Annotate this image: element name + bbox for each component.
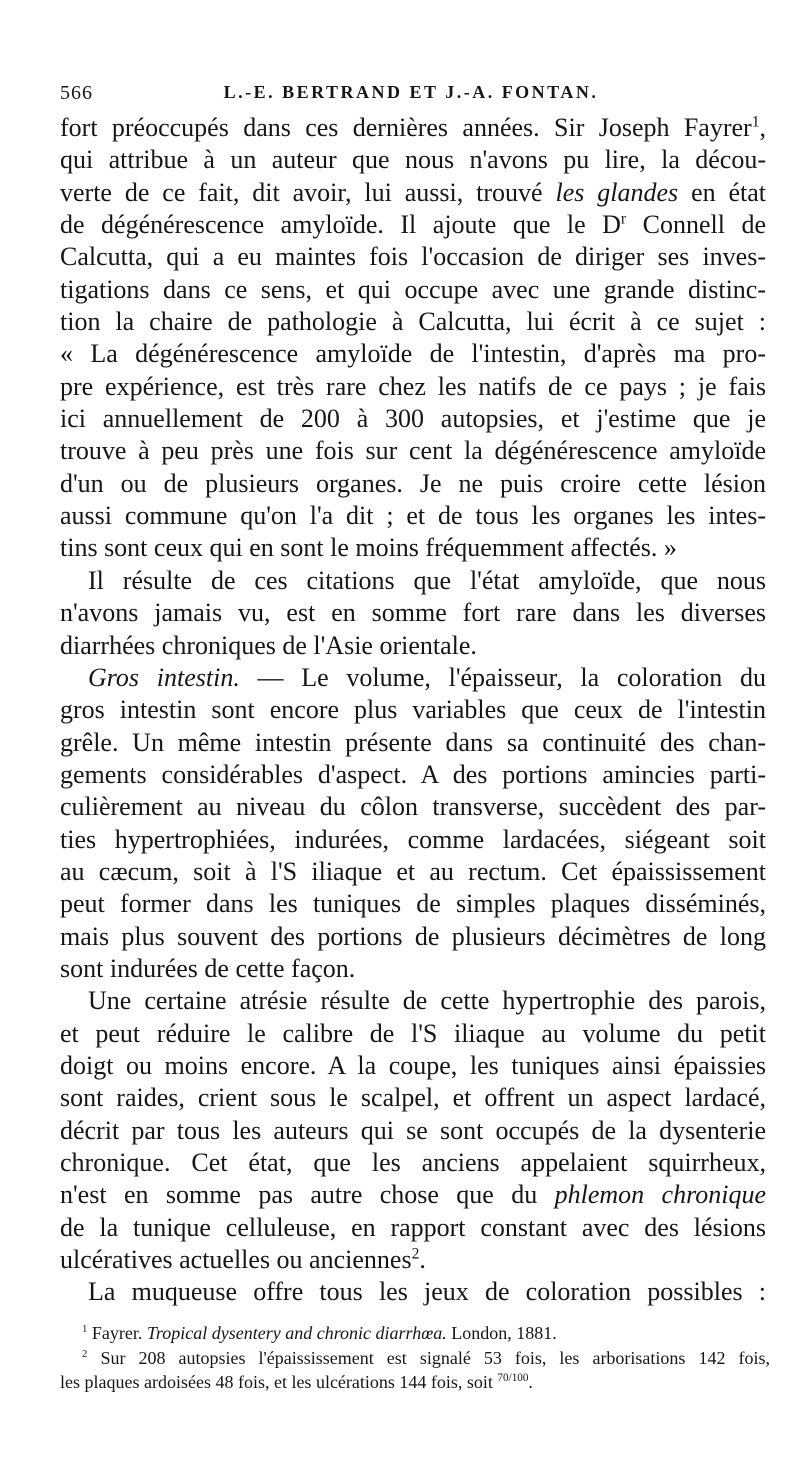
text-line: ties hypertrophiées, indurées, comme lardacées, siégeant soit (60, 824, 766, 854)
text-line: diarrhées chroniques de l'Asie orientale. (60, 630, 477, 660)
text-line: sont raides, crient sous le scalpel, et offrent un aspect lardacé, (60, 1083, 766, 1113)
footnote-2-continued (60, 1370, 770, 1395)
section-heading: Gros intestin. (88, 662, 240, 692)
footnote-2 (60, 1346, 770, 1371)
body-text (60, 112, 766, 1309)
text-line: Calcutta, qui a eu maintes fois l'occasion de diriger ses inves- (60, 242, 766, 272)
text-line (60, 209, 766, 241)
text-segment: . (528, 1372, 533, 1392)
footnote-author: Fayrer. (91, 1323, 143, 1343)
text-segment: ulcératives actuelles ou anciennes (60, 1245, 412, 1275)
text-line: Une certaine atrésie résulte de cette hypertrophie des parois, (88, 986, 766, 1016)
text-line: de la tunique celluleuse, en rapport constant avec des lésions (60, 1212, 766, 1242)
running-title: L.-E. BERTRAND ET J.-A. FONTAN. (223, 82, 599, 102)
text-line: et peut réduire le calibre de l'S iliaque au volume du petit (60, 1018, 766, 1048)
text-line: n'avons jamais vu, est en somme fort rare dans les diverses (60, 598, 766, 628)
text-line (60, 112, 766, 144)
text-line: décrit par tous les auteurs qui se sont occupés de la dysenterie (60, 1115, 766, 1145)
text-line: peut former dans les tuniques de simples plaques disséminés, (60, 889, 766, 919)
superscript: r (620, 210, 627, 228)
footnote-ref-1: 1 (751, 113, 760, 131)
footnote-mark: 1 (82, 1323, 88, 1335)
text-line: gements considérables d'aspect. A des portions amincies parti- (60, 759, 766, 789)
text-line: au cæcum, soit à l'S iliaque et au rectum. Cet épaississement (60, 856, 766, 886)
footnotes (60, 1321, 770, 1395)
text-line: d'un ou de plusieurs organes. Je ne puis croire cette lésion (60, 468, 766, 498)
text-segment: . (419, 1245, 426, 1275)
fraction: 70/100 (497, 1372, 529, 1384)
footnote-mark: 2 (82, 1347, 88, 1360)
footnote-ref-2: 2 (411, 1245, 420, 1263)
text-segment: fort préoccupés dans ces dernières années. Sir Joseph Fayrer (60, 113, 752, 142)
footnote-publisher: London, 1881. (451, 1323, 557, 1343)
text-line (60, 1244, 766, 1276)
text-line: sont indurées de cette façon. (60, 953, 356, 983)
text-line: pre expérience, est très rare chez les natifs de ce pays ; je fais (60, 371, 766, 401)
text-line: trouve à peu près une fois sur cent la dégénérescence amyloïde (60, 436, 766, 466)
fraction-denominator: 100 (511, 1372, 529, 1384)
text-segment: verte de ce fait, dit avoir, lui aussi, trouvé (60, 177, 543, 207)
footnote-title: Tropical dysentery and chronic diarrhœa. (146, 1323, 447, 1343)
text-line: tion la chaire de pathologie à Calcutta, lui écrit à ce sujet : (60, 307, 766, 337)
text-line: ici annuellement de 200 à 300 autopsies, et j'estime que je (60, 404, 766, 434)
text-line: doigt ou moins encore. A la coupe, les tuniques ainsi épaissies (60, 1050, 766, 1080)
text-segment: n'est en somme pas autre chose que du (60, 1180, 538, 1210)
text-line: grêle. Un même intestin présente dans sa continuité des chan- (60, 727, 766, 757)
text-segment: — Le volume, l'épaisseur, la coloration du (257, 662, 766, 692)
footnote-text: Sur 208 autopsies l'épaississement est signalé 53 fois, les arborisations 142 fois, (100, 1347, 770, 1368)
text-line: tins sont ceux qui en sont le moins fréquemment affectés. » (60, 533, 677, 563)
text-line (60, 1179, 766, 1211)
text-line: La muqueuse offre tous les jeux de coloration possibles : (88, 1277, 766, 1307)
text-line: mais plus souvent des portions de plusieurs décimètres de long (60, 921, 766, 951)
text-line: qui attribue à un auteur que nous n'avons pu lire, la décou- (60, 145, 766, 175)
page-number: 566 (60, 82, 93, 104)
text-line: gros intestin sont encore plus variables que ceux de l'intestin (60, 695, 766, 725)
fraction-numerator: 70 (497, 1372, 509, 1384)
text-segment: Connell de (642, 210, 766, 240)
italic-phrase: les glandes (555, 177, 679, 207)
text-line (60, 177, 766, 209)
text-line: culièrement au niveau du côlon transverse, succèdent des par- (60, 792, 766, 822)
footnote-1 (60, 1321, 770, 1346)
footnote-text: les plaques ardoisées 48 fois, et les ulcérations 144 fois, soit (60, 1372, 493, 1392)
page-header (60, 82, 762, 110)
text-segment: en état (691, 177, 766, 207)
text-line: Il résulte de ces citations que l'état amyloïde, que nous (88, 565, 766, 595)
text-line: tigations dans ce sens, et qui occupe avec une grande distinc- (60, 274, 766, 304)
text-line: chronique. Cet état, que les anciens appelaient squirrheux, (60, 1148, 766, 1177)
text-line: aussi commune qu'on l'a dit ; et de tous les organes les intes- (60, 501, 766, 531)
text-line: « La dégénérescence amyloïde de l'intestin, d'après ma pro- (60, 339, 766, 369)
text-segment: de dégénérescence amyloïde. Il ajoute que le D (60, 210, 621, 240)
text-line (60, 662, 766, 694)
text-segment: , (759, 113, 766, 142)
italic-phrase: phlemon chronique (554, 1180, 766, 1210)
